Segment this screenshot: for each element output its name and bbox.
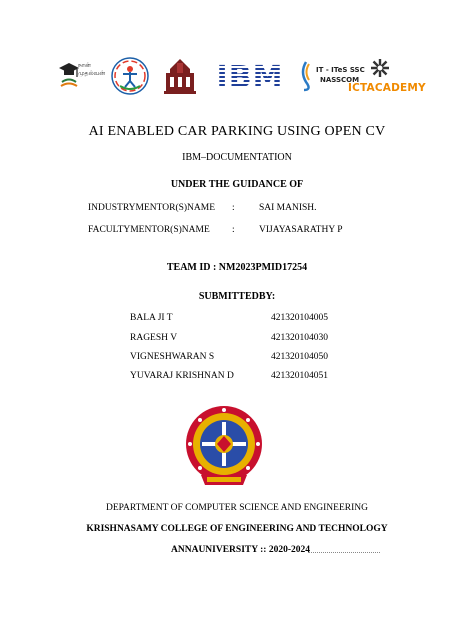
faculty-mentor-value: VIJAYASARATHY P (259, 225, 343, 235)
logo-strip (58, 54, 426, 98)
member-name: BALA JI T (130, 313, 173, 323)
college-emblem (181, 403, 267, 489)
naan-mudhalvan-logo (58, 54, 106, 98)
ictacademy-text: ICTACADEMY (348, 82, 426, 94)
team-id: TEAM ID : NM2023PMID17254 (166, 262, 308, 273)
member-roll: 421320104030 (271, 333, 328, 343)
member-name: VIGNESHWARAN S (130, 352, 215, 362)
swoosh-icon (298, 60, 314, 92)
nasscom-text: NASSCOM (320, 76, 360, 84)
document-title: AI ENABLED CAR PARKING USING OPEN CV (88, 124, 386, 139)
faculty-mentor-separator: : (232, 225, 235, 235)
industry-mentor-value: SAI MANISH. (259, 203, 317, 213)
college-name: KRISHNASAMY COLLEGE OF ENGINEERING AND TECHNOLOGY (86, 524, 388, 534)
tower-seal-icon (160, 55, 200, 97)
university-years: ANNAUNIVERSITY :: 2020-2024 (171, 545, 310, 555)
member-name: YUVARAJ KRISHNAN D (130, 371, 234, 381)
member-roll: 421320104051 (271, 371, 328, 381)
member-name: RAGESH V (130, 333, 178, 343)
ict-star-icon (370, 58, 390, 78)
faculty-mentor-label: FACULTYMENTOR(S)NAME (88, 225, 210, 235)
skill-figure-icon (110, 56, 150, 96)
submitted-by-heading: SUBMITTEDBY: (198, 291, 276, 302)
member-roll: 421320104050 (271, 352, 328, 362)
ictacademy-logo (348, 54, 426, 98)
guidance-heading: UNDER THE GUIDANCE OF (170, 179, 304, 190)
member-roll: 421320104005 (271, 313, 328, 323)
skill-development-logo (110, 54, 150, 98)
ites-ssc-text: IT - ITeS SSC (316, 66, 365, 74)
anna-university-logo (160, 54, 200, 98)
ibm-logo (204, 54, 296, 98)
industry-mentor-separator: : (232, 203, 235, 213)
industry-mentor-label: INDUSTRYMENTOR(S)NAME (88, 203, 216, 213)
document-subtitle: IBM–DOCUMENTATION (182, 152, 292, 163)
graduation-cap-icon (58, 60, 80, 90)
department-name: DEPARTMENT OF COMPUTER SCIENCE AND ENGINEERING (105, 503, 368, 513)
naan-mudhalvan-caption: நான் முதல்வன் (78, 62, 106, 77)
ibm-wordmark: IBM (204, 60, 296, 95)
dotted-divider (308, 552, 380, 553)
